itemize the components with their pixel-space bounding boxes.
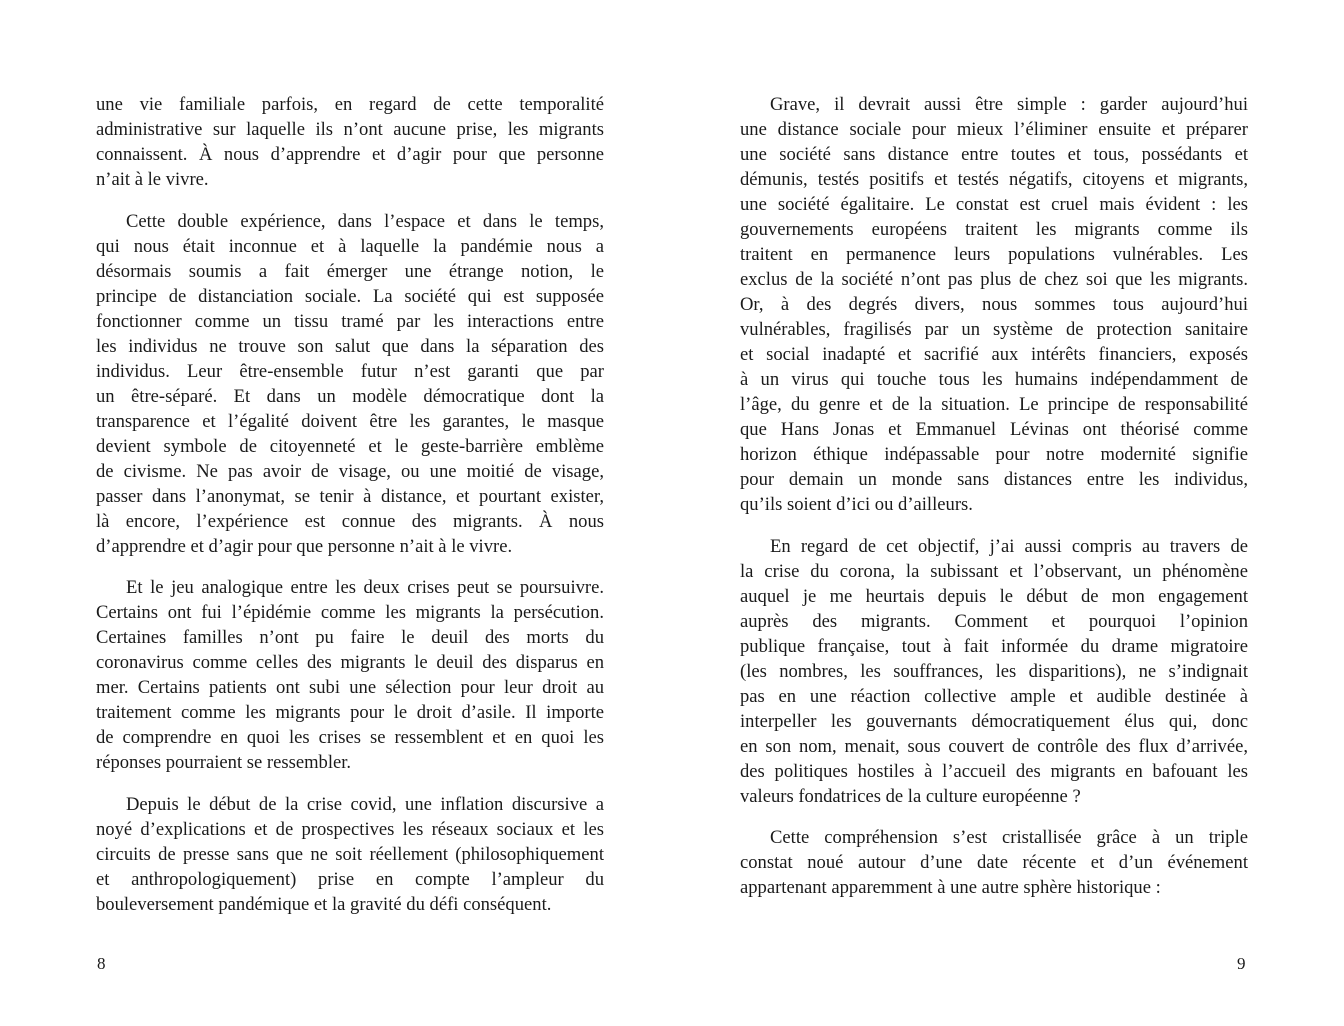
text-line: auprès des migrants. Comment et pourquoi l’opinion [740,610,1248,632]
text-line: circuits de presse sans que ne soit réellement (philosophiquement [96,843,604,865]
text-line: publique française, tout à fait informée du drame migratoire [740,635,1248,657]
text-line: Et le jeu analogique entre les deux crises peut se poursuivre. [126,577,604,598]
text-line: Grave, il devrait aussi être simple : garder aujourd’hui [770,94,1248,115]
text-line: appartenant apparemment à une autre sphère historique : [740,877,1161,898]
text-line: une distance sociale pour mieux l’éliminer ensuite et préparer [740,119,1248,140]
text-line: un être-séparé. Et dans un modèle démocratique dont la [96,385,604,407]
text-line: de civisme. Ne pas avoir de visage, ou une moitié de visage, [96,460,604,482]
text-line: des politiques hostiles à l’accueil des migrants en bafouant les [740,760,1248,782]
page-number-left: 8 [97,954,106,973]
text-line: d’apprendre et d’agir pour que personne n’ait à le vivre. [96,535,513,557]
paragraph [740,92,1248,517]
text-line: et social inadapté et sacrifié aux intérêts financiers, exposés [740,344,1248,365]
text-line: (les nombres, les souffrances, les disparitions), ne s’indignait [740,660,1248,682]
text-line: traitement comme les migrants pour le droit d’asile. Il importe [96,702,604,723]
paragraph [740,534,1248,809]
text-line: désormais soumis a fait émerger une étrange notion, le [96,260,604,282]
text-line: pas en une réaction collective ample et audible destinée à [740,685,1248,707]
text-line: Cette double expérience, dans l’espace et dans le temps, [126,210,604,232]
text-line: Cette compréhension s’est cristallisée grâce à un triple [770,827,1248,848]
text-line: une société égalitaire. Le constat est cruel mais évident : les [740,194,1248,215]
text-line: la crise du corona, la subissant et l’observant, un phénomène [740,560,1248,582]
paragraph [96,92,604,192]
paragraph [96,792,604,917]
text-line: Or, à des degrés divers, nous sommes tous aujourd’hui [740,294,1248,315]
text-line: vulnérables, fragilisés par un système de protection sanitaire [740,319,1248,340]
paragraph [96,209,604,559]
text-line: mer. Certains patients ont subi une sélection pour leur droit au [96,677,604,698]
text-line: Certains ont fui l’épidémie comme les migrants la persécution. [96,602,604,623]
text-line: principe de distanciation sociale. La société qui est supposée [96,285,604,307]
text-line: traitent en permanence leurs populations vulnérables. Les [740,244,1248,265]
text-line: constat noué autour d’une date récente et d’un événement [740,852,1248,873]
text-line: pour demain un monde sans distances entre les individus, [740,469,1248,490]
text-line: réponses pourraient se ressembler. [96,752,352,773]
text-line: gouvernements européens traitent les migrants comme ils [740,219,1248,240]
paragraph [740,825,1248,900]
text-line: que Hans Jonas et Emmanuel Lévinas ont théorisé comme [740,419,1248,440]
text-line: n’ait à le vivre. [96,169,209,190]
text-line: passer dans l’anonymat, se tenir à distance, et pourtant exister, [96,485,604,507]
page-number-right: 9 [1237,954,1246,973]
text-line: à un virus qui touche tous les humains indépendamment de [740,369,1248,390]
text-line: là encore, l’expérience est connue des migrants. À nous [96,510,604,532]
text-line: noyé d’explications et de prospectives les réseaux sociaux et les [96,818,604,840]
text-line: devient symbole de citoyenneté et le geste-barrière emblème [96,435,604,457]
text-line: une société sans distance entre toutes et tous, possédants et [740,144,1248,165]
text-line: horizon éthique indépassable pour notre modernité signifie [740,444,1248,465]
text-line: Depuis le début de la crise covid, une inflation discursive a [126,793,604,815]
text-line: les individus ne trouve son salut que dans la séparation des [96,335,604,357]
text-line: bouleversement pandémique et la gravité du défi conséquent. [96,893,552,915]
text-line: Certaines familles n’ont pu faire le deuil des morts du [96,627,604,648]
text-line: administrative sur laquelle ils n’ont aucune prise, les migrants [96,119,604,140]
text-line: individus. Leur être-ensemble futur n’est garanti que par [96,360,604,382]
text-line: qu’ils soient d’ici ou d’ailleurs. [740,494,973,515]
text-line: valeurs fondatrices de la culture européenne ? [740,785,1081,807]
text-line: de comprendre en quoi les crises se ressemblent et en quoi les [96,727,604,748]
text-line: coronavirus comme celles des migrants le deuil des disparus en [96,652,604,673]
text-line: qui nous était inconnue et à laquelle la pandémie nous a [96,235,604,257]
text-line: démunis, testés positifs et testés négatifs, citoyens et migrants, [740,169,1248,190]
text-line: fonctionner comme un tissu tramé par les interactions entre [96,310,604,332]
text-line: en son nom, menait, sous couvert de contrôle des flux d’arrivée, [740,735,1248,757]
right-page-text [740,92,1248,917]
left-page-text [96,92,604,933]
text-line: connaissent. À nous d’apprendre et d’agir pour que personne [96,144,604,165]
text-line: l’âge, du genre et de la situation. Le principe de responsabilité [740,394,1248,415]
text-line: En regard de cet objectif, j’ai aussi compris au travers de [770,535,1248,557]
text-line: auquel je me heurtais depuis le début de mon engagement [740,585,1248,607]
paragraph [96,575,604,775]
text-line: et anthropologiquement) prise en compte l’ampleur du [96,868,604,890]
text-line: transparence et l’égalité doivent être les garantes, le masque [96,410,604,432]
text-line: exclus de la société n’ont pas plus de chez soi que les migrants. [740,269,1248,290]
text-line: interpeller les gouvernants démocratiquement élus qui, donc [740,710,1248,732]
text-line: une vie familiale parfois, en regard de cette temporalité [96,94,604,115]
